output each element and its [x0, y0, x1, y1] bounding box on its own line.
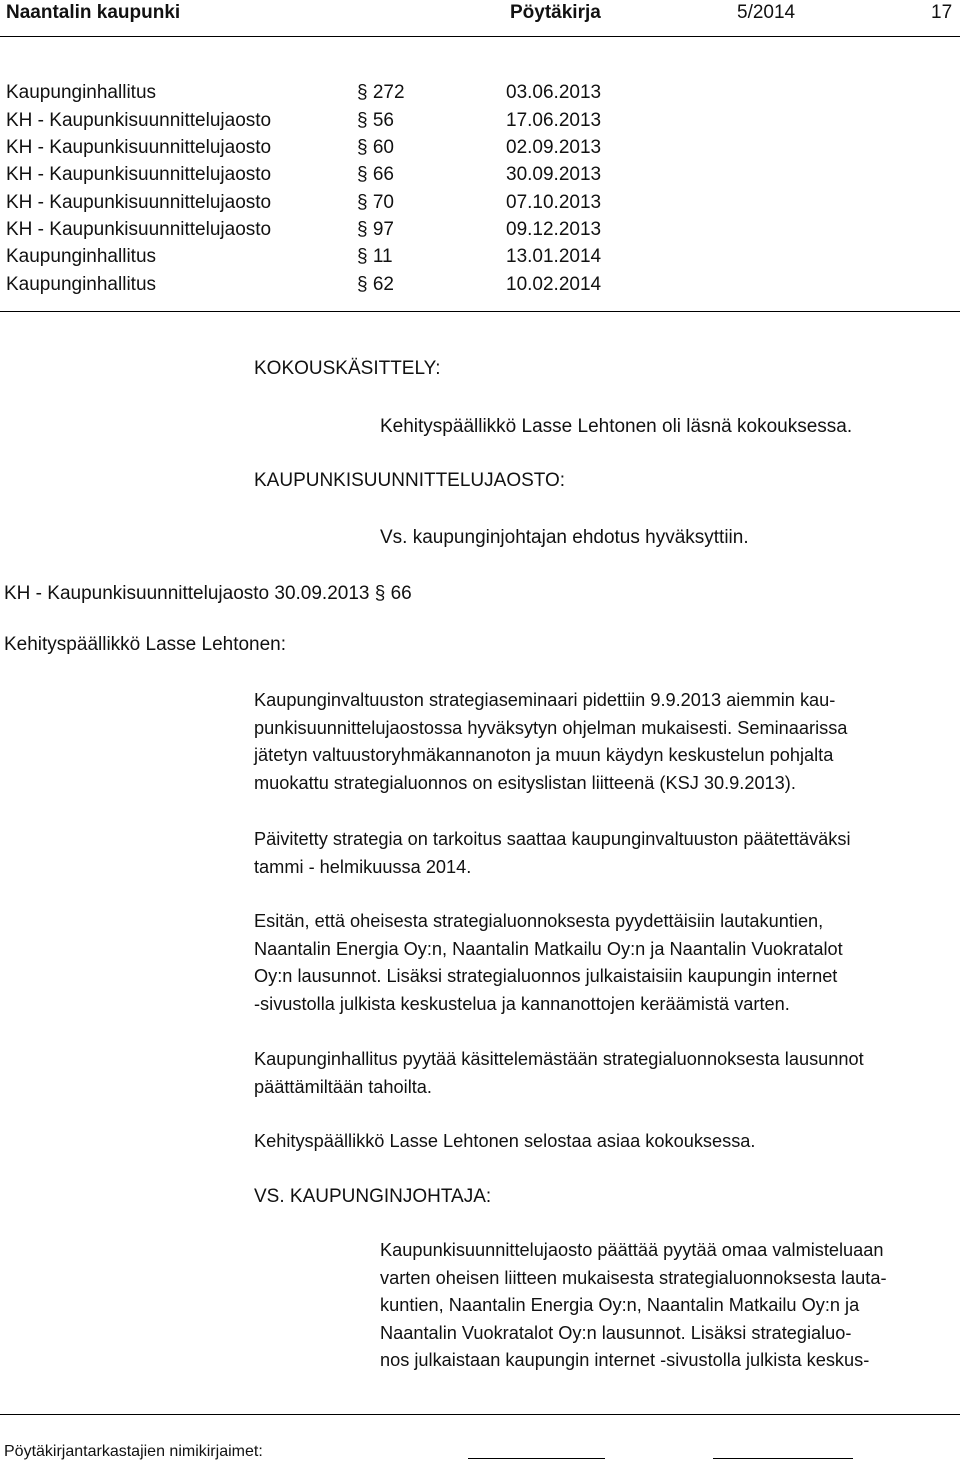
history-body: KH - Kaupunkisuunnittelujaosto [6, 164, 272, 185]
history-date: 09.12.2013 [506, 219, 602, 240]
footer-rule [0, 1414, 960, 1415]
history-section: § 62 [357, 274, 394, 295]
history-date: 10.02.2014 [506, 274, 602, 295]
history-date: 17.06.2013 [506, 110, 602, 131]
history-date: 07.10.2013 [506, 192, 602, 213]
body-line: päättämiltään tahoilta. [254, 1076, 432, 1097]
history-body: KH - Kaupunkisuunnittelujaosto [6, 219, 272, 240]
footer-label: Pöytäkirjantarkastajien nimikirjaimet: [4, 1443, 263, 1460]
body-paragraph [254, 1128, 755, 1156]
history-body: Kaupunginhallitus [6, 82, 157, 103]
section-reference: KH - Kaupunkisuunnittelujaosto 30.09.2013 § 66 [4, 583, 412, 604]
kaupunkisuunnittelujaosto-text: Vs. kaupunginjohtajan ehdotus hyväksyttiin. [380, 527, 749, 548]
body-paragraph [254, 1046, 864, 1101]
body-line: Esitän, että oheisesta strategialuonnoksesta pyydettäisiin lautakuntien, [254, 911, 824, 931]
page-number: 17 [931, 2, 953, 23]
signature-line-1 [468, 1458, 605, 1459]
history-date: 13.01.2014 [506, 246, 602, 267]
proposal-line: Naantalin Vuokratalot Oy:n lausunnot. Lisäksi strategialuo- [380, 1322, 852, 1343]
body-paragraph [254, 687, 847, 797]
body-line: Kehityspäällikkö Lasse Lehtonen selostaa asiaa kokouksessa. [254, 1131, 756, 1151]
proposal-text [380, 1237, 887, 1375]
body-line: -sivustolla julkista keskustelua ja kannanottojen keräämistä varten. [254, 993, 790, 1014]
history-section: § 97 [357, 219, 394, 240]
proposal-line: varten oheisen liitteen mukaisesta strategialuonnoksesta lauta- [380, 1267, 887, 1288]
vs-kaupunginjohtaja-label: VS. KAUPUNGINJOHTAJA: [254, 1186, 492, 1207]
body-line: muokattu strategialuonnos on esityslistan liitteenä (KSJ 30.9.2013). [254, 772, 796, 793]
history-section: § 66 [357, 164, 394, 185]
issue-number: 5/2014 [737, 2, 796, 23]
body-paragraph [254, 908, 843, 1018]
body-line: Kaupunginvaltuuston strategiaseminaari pidettiin 9.9.2013 aiemmin kau- [254, 690, 836, 710]
history-date: 02.09.2013 [506, 137, 602, 158]
body-line: Kaupunginhallitus pyytää käsittelemästään strategialuonnoksesta lausunnot [254, 1049, 864, 1069]
kokouskasittely-label: KOKOUSKÄSITTELY: [254, 358, 441, 379]
history-date: 30.09.2013 [506, 164, 602, 185]
history-body: Kaupunginhallitus [6, 246, 157, 267]
history-section: § 11 [357, 246, 393, 267]
history-date: 03.06.2013 [506, 82, 602, 103]
history-body: KH - Kaupunkisuunnittelujaosto [6, 192, 272, 213]
body-line: tammi - helmikuussa 2014. [254, 856, 472, 877]
body-line: Oy:n lausunnot. Lisäksi strategialuonnos julkaistaisiin kaupungin internet [254, 966, 838, 986]
proposal-line: Kaupunkisuunnittelujaosto päättää pyytää omaa valmisteluaan [380, 1240, 884, 1260]
document-type: Pöytäkirja [510, 2, 601, 23]
proposal-line: kuntien, Naantalin Energia Oy:n, Naantalin Matkailu Oy:n ja [380, 1295, 860, 1315]
history-section: § 56 [357, 110, 394, 131]
signature-line-2 [713, 1458, 853, 1459]
proposal-line: nos julkaistaan kaupungin internet -sivustolla julkista keskus- [380, 1350, 870, 1370]
history-section: § 272 [357, 82, 405, 103]
kaupunkisuunnittelujaosto-label: KAUPUNKISUUNNITTELUJAOSTO: [254, 470, 566, 491]
history-section: § 70 [357, 192, 394, 213]
header-rule [0, 36, 960, 37]
history-body: KH - Kaupunkisuunnittelujaosto [6, 110, 272, 131]
body-line: jätetyn valtuustoryhmäkannanoton ja muun käydyn keskustelun pohjalta [254, 745, 834, 765]
body-line: Naantalin Energia Oy:n, Naantalin Matkailu Oy:n ja Naantalin Vuokratalot [254, 938, 843, 959]
history-body: Kaupunginhallitus [6, 274, 157, 295]
history-section: § 60 [357, 137, 394, 158]
body-paragraph [254, 826, 851, 881]
history-body: KH - Kaupunkisuunnittelujaosto [6, 137, 272, 158]
org-name: Naantalin kaupunki [6, 2, 181, 23]
body-line: punkisuunnittelujaostossa hyväksytyn ohjelman mukaisesti. Seminaarissa [254, 717, 848, 738]
kokouskasittely-text: Kehityspäällikkö Lasse Lehtonen oli läsnä kokouksessa. [380, 416, 853, 437]
presenter-label: Kehityspäällikkö Lasse Lehtonen: [4, 634, 287, 655]
history-rule [0, 311, 960, 312]
body-line: Päivitetty strategia on tarkoitus saattaa kaupunginvaltuuston päätettäväksi [254, 829, 851, 849]
